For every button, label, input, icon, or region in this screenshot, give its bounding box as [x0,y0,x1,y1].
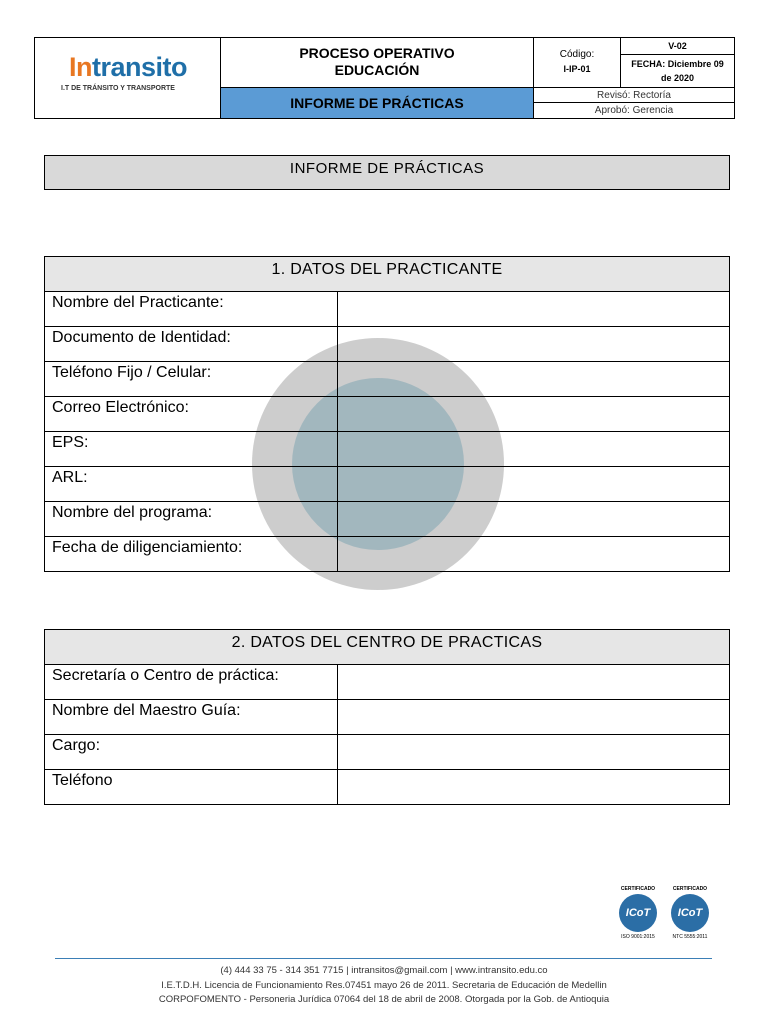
field-label: ARL: [45,467,338,501]
logo-subtitle: I.T DE TRÁNSITO Y TRANSPORTE [61,85,175,92]
icontec-icon: ICoT [619,894,657,932]
practicante-table [44,256,730,572]
field-label: Nombre del programa: [45,502,338,536]
logo-cell [35,38,221,118]
table-row [45,292,729,327]
field-label: Nombre del Practicante: [45,292,338,326]
table-row [45,362,729,397]
table-row [45,665,729,700]
field-label: Secretaría o Centro de práctica: [45,665,338,699]
field-label: Nombre del Maestro Guía: [45,700,338,734]
table-row [45,327,729,362]
field-label: Teléfono Fijo / Celular: [45,362,338,396]
document-title-cell: INFORME DE PRÁCTICAS [221,87,534,118]
field-value[interactable] [338,770,729,804]
field-value[interactable] [338,467,729,501]
field-value[interactable] [338,700,729,734]
field-value[interactable] [338,292,729,326]
footer-divider [55,958,712,959]
certification-badge: CERTIFICADO ICoT ISO 9001:2015 [620,886,656,940]
table-row [45,537,729,571]
icontec-icon: ICoT [671,894,709,932]
field-value[interactable] [338,735,729,769]
field-label: Teléfono [45,770,338,804]
page-title: INFORME DE PRÁCTICAS [44,155,730,190]
table-row [45,432,729,467]
table-row [45,735,729,770]
footer-license: I.E.T.D.H. Licencia de Funcionamiento Res.07451 mayo 26 de 2011. Secretaria de Educación de Medellin [161,980,607,991]
field-value[interactable] [338,362,729,396]
field-label: EPS: [45,432,338,466]
field-value[interactable] [338,502,729,536]
version-cell: V-02 [621,38,734,55]
code-cell: Código: I-IP-01 [534,38,621,87]
field-value[interactable] [338,327,729,361]
field-label: Cargo: [45,735,338,769]
table-row [45,467,729,502]
footer-legal: CORPOFOMENTO - Personeria Jurídica 07064 del 18 de abril de 2008. Otorgada por la Gob. de Antioquia [158,994,610,1005]
approved-by: Aprobó: Gerencia [594,105,674,116]
document-header [34,37,735,119]
footer-contact: (4) 444 33 75 - 314 351 7715 | intransitos@gmail.com | www.intransito.edu.co [220,965,548,976]
field-label: Correo Electrónico: [45,397,338,431]
section-heading: 2. DATOS DEL CENTRO DE PRACTICAS [45,630,729,665]
table-row [45,502,729,537]
field-value[interactable] [338,537,729,571]
centro-practicas-table [44,629,730,805]
reviewed-by: Revisó: Rectoría [534,87,734,103]
table-row [45,770,729,804]
field-label: Fecha de diligenciamiento: [45,537,338,571]
date-cell: FECHA: Diciembre 09 de 2020 [631,59,724,83]
table-row [45,700,729,735]
process-title: PROCESO OPERATIVO EDUCACIÓN [221,38,534,87]
field-value[interactable] [338,397,729,431]
company-logo: Intransito [69,52,188,82]
field-value[interactable] [338,665,729,699]
field-label: Documento de Identidad: [45,327,338,361]
field-value[interactable] [338,432,729,466]
table-row [45,397,729,432]
certification-badge: CERTIFICADO ICoT NTC 5555:2011 [672,886,708,940]
section-heading: 1. DATOS DEL PRACTICANTE [45,257,729,292]
